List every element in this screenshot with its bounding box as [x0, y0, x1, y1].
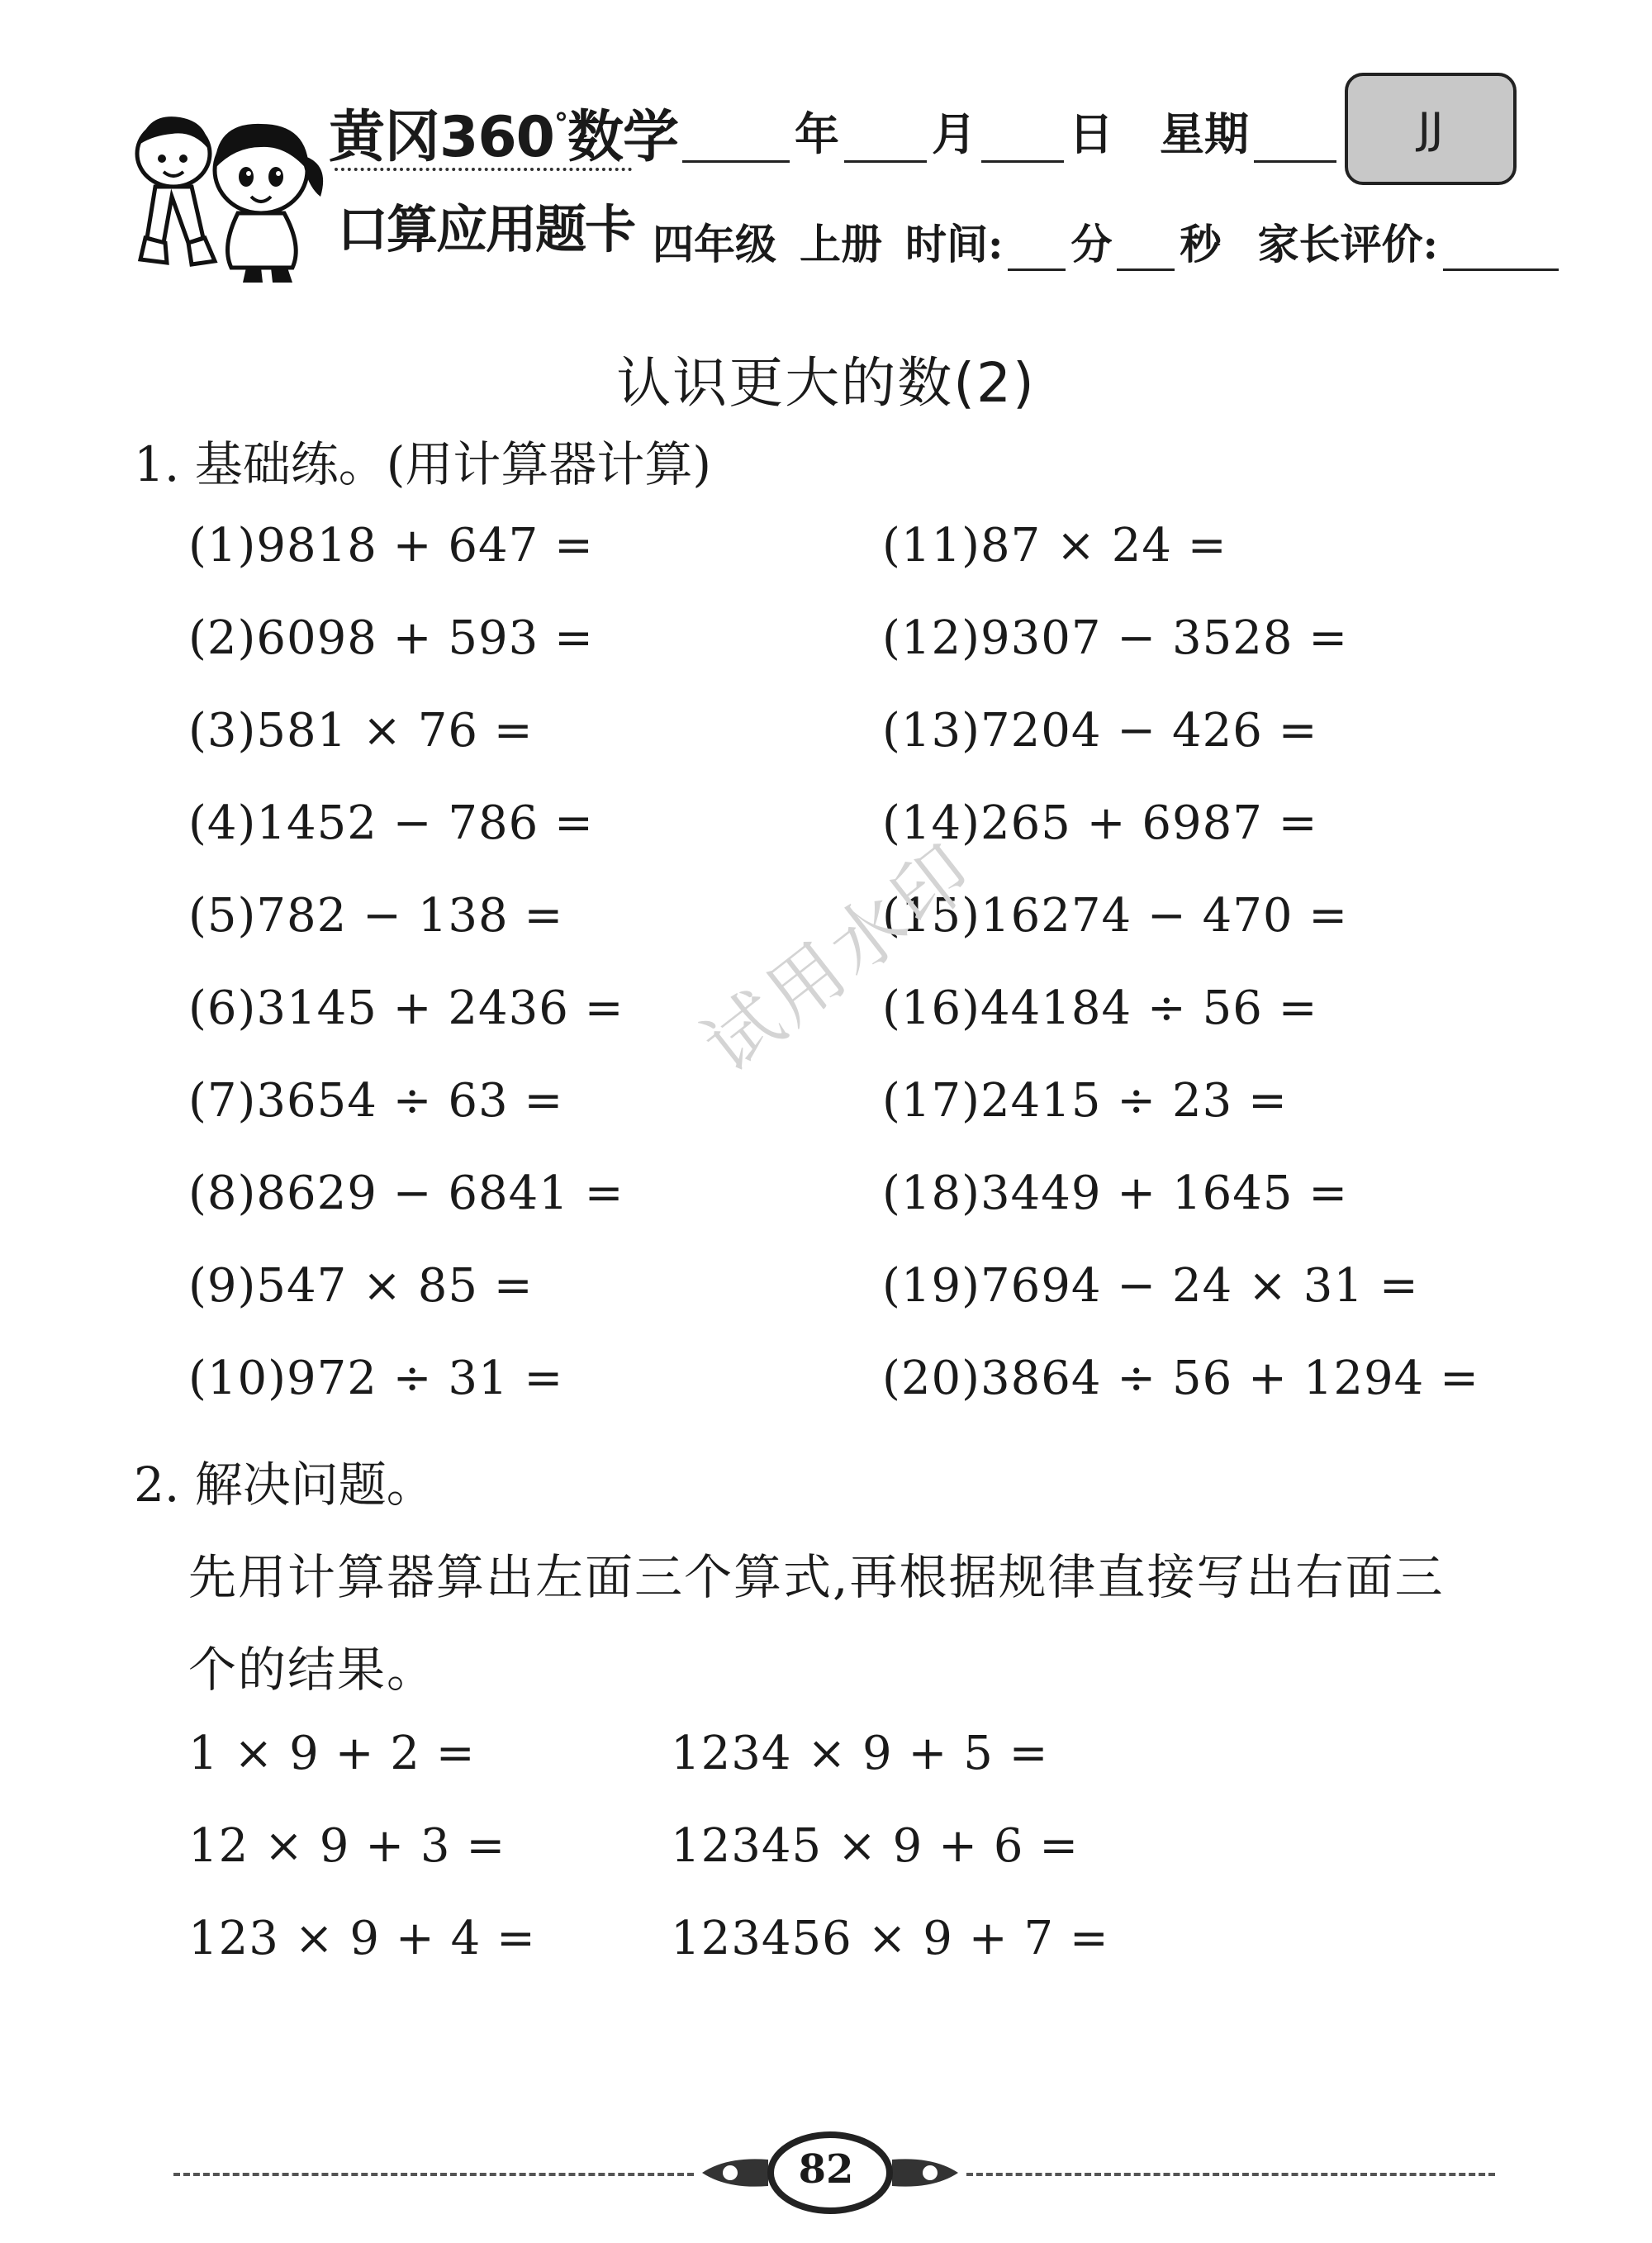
time-label: 时间:: [905, 220, 1004, 268]
brand-subtitle: 口算应用题卡: [337, 199, 635, 259]
problem-5: (5)782 − 138 =: [188, 889, 564, 943]
lesson-title: 认识更大的数(2): [616, 351, 1036, 415]
edition-badge: JJ: [1345, 73, 1517, 185]
instruction-line-1: 先用计算器算出左面三个算式,再根据规律直接写出右面三: [188, 1549, 1445, 1605]
problem-6: (6)3145 + 2436 =: [188, 981, 624, 1035]
parent-eval-label: 家长评价:: [1257, 220, 1438, 268]
pattern-left-1: 1 × 9 + 2 =: [188, 1727, 476, 1780]
problem-12: (12)9307 − 3528 =: [882, 611, 1349, 665]
problem-3: (3)581 × 76 =: [188, 704, 534, 758]
section-2-heading: 2. 解决问题。: [134, 1457, 434, 1513]
brand-title: 黄冈360°数学: [329, 105, 678, 170]
date-row: [677, 99, 1341, 163]
seconds-label: 秒: [1180, 220, 1222, 268]
day-label: 日: [1069, 107, 1113, 160]
pattern-right-2: 12345 × 9 + 6 =: [671, 1819, 1080, 1873]
meta-row: [653, 211, 1564, 271]
minutes-label: 分: [1070, 220, 1113, 268]
problem-20: (20)3864 ÷ 56 + 1294 =: [882, 1352, 1480, 1405]
problem-4: (4)1452 − 786 =: [188, 796, 594, 850]
problem-11: (11)87 × 24 =: [882, 519, 1227, 573]
pattern-left-2: 12 × 9 + 3 =: [188, 1819, 506, 1873]
volume-label: 上册: [800, 220, 882, 268]
brand-divider: [335, 168, 632, 171]
weekday-blank[interactable]: [1254, 122, 1336, 163]
weekday-label: 星期: [1160, 107, 1249, 160]
watermark: 试用水印: [687, 826, 992, 1091]
month-blank[interactable]: [844, 122, 927, 163]
page-number: 82: [798, 2146, 854, 2193]
month-label: 月: [932, 107, 976, 160]
problem-17: (17)2415 ÷ 23 =: [882, 1074, 1288, 1128]
problem-19: (19)7694 − 24 × 31 =: [882, 1259, 1419, 1313]
minutes-blank[interactable]: [1008, 230, 1066, 271]
day-blank[interactable]: [981, 122, 1064, 163]
pattern-right-1: 1234 × 9 + 5 =: [671, 1727, 1049, 1780]
problem-2: (2)6098 + 593 =: [188, 611, 594, 665]
problem-13: (13)7204 − 426 =: [882, 704, 1318, 758]
section-1-heading: 1. 基础练。(用计算器计算): [134, 436, 712, 492]
problem-9: (9)547 × 85 =: [188, 1259, 534, 1313]
problem-8: (8)8629 − 6841 =: [188, 1167, 624, 1220]
parent-eval-blank[interactable]: [1443, 230, 1559, 271]
problem-10: (10)972 ÷ 31 =: [188, 1352, 564, 1405]
problem-1: (1)9818 + 647 =: [188, 519, 594, 573]
year-label: 年: [795, 107, 839, 160]
year-blank[interactable]: [682, 122, 790, 163]
problem-18: (18)3449 + 1645 =: [882, 1167, 1349, 1220]
mascot-illustration: [122, 106, 337, 288]
problem-14: (14)265 + 6987 =: [882, 796, 1318, 850]
pattern-right-3: 123456 × 9 + 7 =: [671, 1912, 1109, 1965]
problem-16: (16)44184 ÷ 56 =: [882, 981, 1318, 1035]
grade-label: 四年级: [653, 220, 776, 268]
pattern-left-3: 123 × 9 + 4 =: [188, 1912, 536, 1965]
problem-7: (7)3654 ÷ 63 =: [188, 1074, 564, 1128]
problem-15: (15)16274 − 470 =: [882, 889, 1349, 943]
instruction-line-2: 个的结果。: [188, 1642, 437, 1698]
seconds-blank[interactable]: [1117, 230, 1175, 271]
